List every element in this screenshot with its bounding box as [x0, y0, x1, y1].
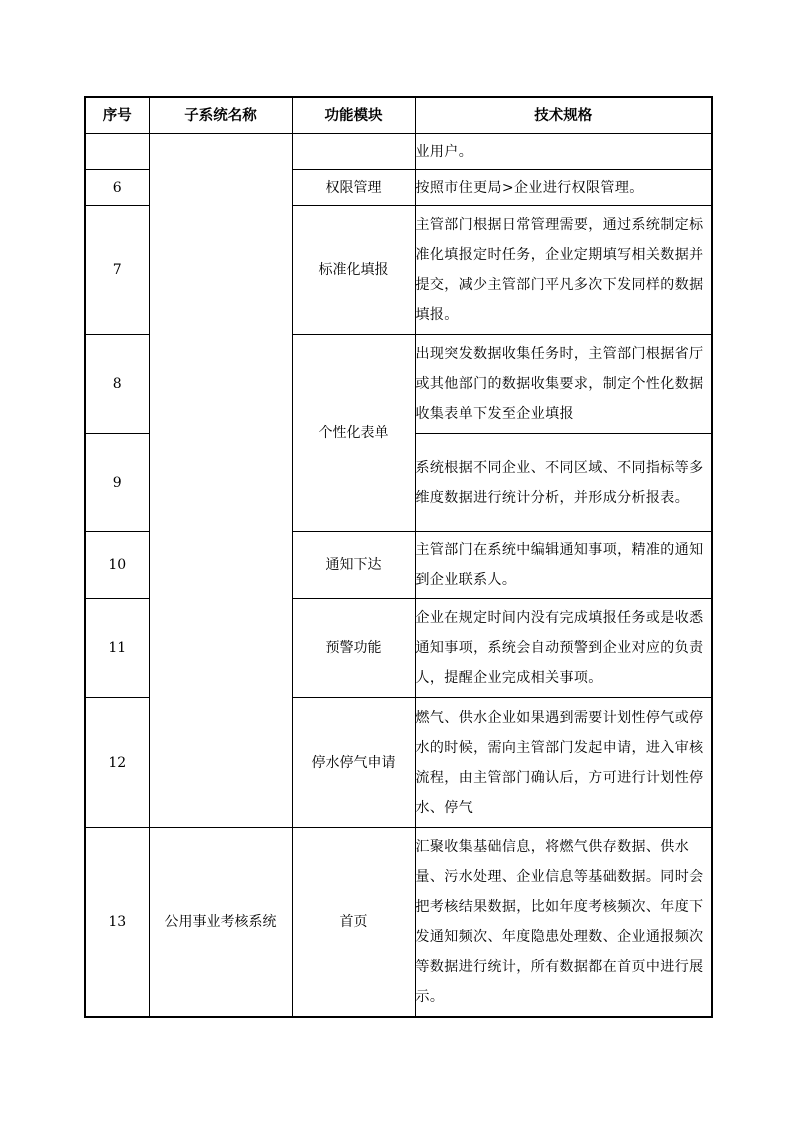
row-no: 9: [85, 434, 149, 532]
row-spec: 按照市住更局>企业进行权限管理。: [415, 170, 712, 206]
row-module: 预警功能: [292, 599, 415, 698]
row-module: 个性化表单: [292, 335, 415, 532]
table-row: [85, 134, 712, 170]
table-header-row: [85, 97, 712, 134]
table-row: [85, 828, 712, 1017]
row-spec: 系统根据不同企业、不同区域、不同指标等多维度数据进行统计分析，并形成分析报表。: [415, 434, 712, 532]
row-no: 10: [85, 532, 149, 599]
row-no: 7: [85, 206, 149, 335]
row-no: 11: [85, 599, 149, 698]
header-subsystem: 子系统名称: [149, 97, 292, 134]
row-spec: 业用户。: [415, 134, 712, 170]
row-module: 标准化填报: [292, 206, 415, 335]
row-module: 通知下达: [292, 532, 415, 599]
subsystem-cell-merged: [149, 134, 292, 828]
row-spec: 燃气、供水企业如果遇到需要计划性停气或停水的时候，需向主管部门发起申请，进入审核流程，由主管部门确认后，方可进行计划性停水、停气: [415, 698, 712, 828]
header-no: 序号: [85, 97, 149, 134]
row-spec: 出现突发数据收集任务时，主管部门根据省厅或其他部门的数据收集要求，制定个性化数据收集表单下发至企业填报: [415, 335, 712, 434]
row-module: 首页: [292, 828, 415, 1017]
header-module: 功能模块: [292, 97, 415, 134]
row-module: 停水停气申请: [292, 698, 415, 828]
row-spec: 主管部门在系统中编辑通知事项，精准的通知到企业联系人。: [415, 532, 712, 599]
spec-table: [84, 96, 713, 1018]
row-module: 权限管理: [292, 170, 415, 206]
row-no: 8: [85, 335, 149, 434]
row-no: 13: [85, 828, 149, 1017]
row-spec: 主管部门根据日常管理需要，通过系统制定标准化填报定时任务，企业定期填写相关数据并提交，减少主管部门平凡多次下发同样的数据填报。: [415, 206, 712, 335]
row-no: 12: [85, 698, 149, 828]
header-spec: 技术规格: [415, 97, 712, 134]
row-subsystem: 公用事业考核系统: [149, 828, 292, 1017]
row-no: [85, 134, 149, 170]
row-no: 6: [85, 170, 149, 206]
row-spec: 企业在规定时间内没有完成填报任务或是收悉通知事项，系统会自动预警到企业对应的负责人，提醒企业完成相关事项。: [415, 599, 712, 698]
row-module: [292, 134, 415, 170]
row-spec: 汇聚收集基础信息，将燃气供存数据、供水量、污水处理、企业信息等基础数据。同时会把考核结果数据，比如年度考核频次、年度下发通知频次、年度隐患处理数、企业通报频次等数据进行统计，所有数据都在首页中进行展示。: [415, 828, 712, 1017]
